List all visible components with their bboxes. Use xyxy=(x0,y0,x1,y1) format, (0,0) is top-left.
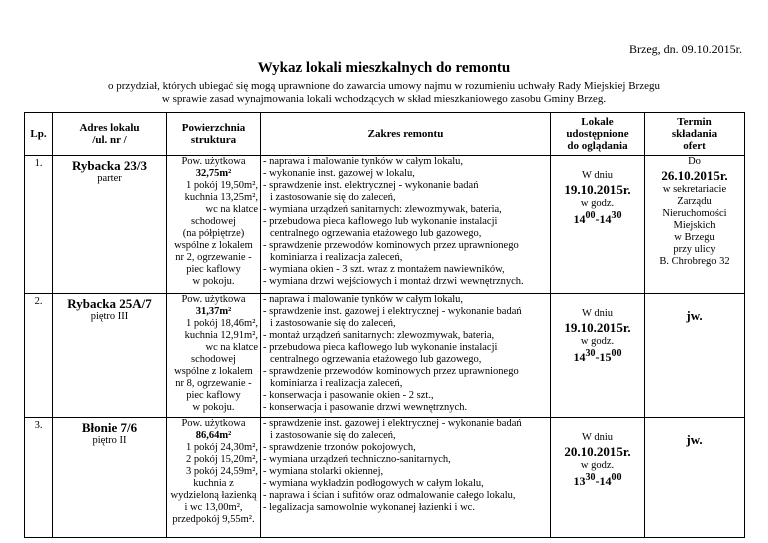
viewing-cell xyxy=(551,418,645,538)
deadline-place-line: Nieruchomości xyxy=(662,208,727,219)
area-line: 86,64m² xyxy=(195,430,232,441)
viewing-date: 19.10.2015r. xyxy=(564,182,631,197)
area-line: (na półpiętrze) xyxy=(182,228,245,239)
header-deadline-line: Termin xyxy=(677,116,712,128)
row-number: 2. xyxy=(25,294,53,418)
area-line: 1 pokój 19,50m², xyxy=(186,180,258,191)
area-line: wspólne z lokalem xyxy=(174,240,253,251)
area-cell xyxy=(167,418,261,538)
area-line: 31,37m² xyxy=(195,306,232,317)
table-row xyxy=(25,418,745,538)
scope-line: - naprawa i malowanie tynków w całym lokalu, xyxy=(263,294,464,305)
scope-line: - naprawa i malowanie tynków w całym lokalu, xyxy=(263,156,464,167)
deadline-date: 26.10.2015r. xyxy=(661,168,728,183)
header-area xyxy=(167,113,261,156)
viewing-hours-label: w godz. xyxy=(580,198,615,209)
viewing-label: W dniu xyxy=(581,432,613,443)
area-line: schodowej xyxy=(191,216,236,227)
scope-line: - przebudowa pieca kaflowego lub wykonanie instalacji xyxy=(263,216,498,227)
viewing-cell xyxy=(551,156,645,294)
scope-line: - sprawdzenie przewodów kominowych przez uprawnionego xyxy=(263,366,519,377)
header-viewing-line: udostępnione xyxy=(566,128,629,140)
header-viewing-line: do oglądania xyxy=(567,140,628,152)
table-row xyxy=(25,294,745,418)
subtitle-line: w sprawie zasad wynajmowania lokali wchodzących w skład mieszkaniowego zasobu Gminy Brzeg. xyxy=(161,93,607,105)
area-line: wspólne z lokalem xyxy=(174,366,253,377)
viewing-date: 19.10.2015r. xyxy=(564,320,631,335)
viewing-hours: $14^{00}-14^{30}$ xyxy=(573,210,622,226)
deadline-place-line: B. Chrobrego 32 xyxy=(659,256,730,267)
scope-line: - legalizacja samowolnie wykonanej łazienki i wc. xyxy=(263,502,475,513)
area-line: kuchnia 13,25m², xyxy=(184,192,258,203)
area-line: wydzieloną łazienką xyxy=(170,490,257,501)
area-line: 1 pokój 18,46m², xyxy=(186,318,258,329)
scope-line: - sprawdzenie przewodów kominowych przez uprawnionego xyxy=(263,240,519,251)
header-viewing-line: Lokale xyxy=(581,116,614,128)
row-number: 1. xyxy=(25,156,53,294)
scope-cell xyxy=(261,418,551,538)
address-name: Błonie 7/6 xyxy=(81,420,138,435)
apartments-table xyxy=(24,112,745,538)
area-line: 3 pokój 24,59m², xyxy=(186,466,258,477)
deadline-place-line: Zarządu xyxy=(677,196,712,207)
scope-line: - wymiana wykładzin podłogowych w całym lokalu, xyxy=(263,478,484,489)
document-title: Wykaz lokali mieszkalnych do remontu xyxy=(257,60,511,76)
header-address-line: /ul. nr / xyxy=(92,134,127,146)
address-name: Rybacka 25A/7 xyxy=(67,296,152,311)
area-line: wc na klatce xyxy=(205,204,258,215)
deadline-cell xyxy=(645,294,745,418)
header-lp: Lp. xyxy=(25,113,53,156)
deadline-cell xyxy=(645,156,745,294)
area-line: wc na klatce xyxy=(205,342,258,353)
scope-line: - sprawdzenie inst. gazowej i elektrycznej - wykonanie badań xyxy=(263,418,522,429)
viewing-label: W dniu xyxy=(581,308,613,319)
area-line: schodowej xyxy=(191,354,236,365)
header-scope: Zakres remontu xyxy=(261,113,551,156)
area-line: przedpokój 9,55m². xyxy=(172,514,255,525)
header-address xyxy=(53,113,167,156)
scope-line: i zastosowanie się do zaleceń, xyxy=(270,430,396,441)
deadline-place-line: w Brzegu xyxy=(674,232,715,243)
address-name: Rybacka 23/3 xyxy=(71,158,148,173)
scope-line: - wymiana drzwi wejściowych i montaż drzwi wewnętrznych. xyxy=(263,276,524,287)
viewing-hours-label: w godz. xyxy=(580,336,615,347)
scope-line: - sprawdzenie inst. elektrycznej - wykonanie badań xyxy=(263,180,479,191)
scope-line: - wykonanie inst. gazowej w lokalu, xyxy=(263,168,415,179)
area-line: 2 pokój 15,20m², xyxy=(186,454,258,465)
deadline-place-line: w sekretariacie xyxy=(662,184,727,195)
area-line: nr 2, ogrzewanie - xyxy=(175,252,252,263)
scope-line: - konserwacja i pasowanie okien - 2 szt., xyxy=(263,390,434,401)
scope-cell xyxy=(261,294,551,418)
scope-line: - wymiana urządzeń techniczno-sanitarnych, xyxy=(263,454,451,465)
header-deadline xyxy=(645,113,745,156)
area-line: Pow. użytkowa xyxy=(181,418,246,429)
area-line: w pokoju. xyxy=(192,402,235,413)
scope-line: centralnego ogrzewania etażowego lub gazowego, xyxy=(270,228,482,239)
address-cell xyxy=(53,418,167,538)
scope-cell xyxy=(261,156,551,294)
scope-line: kominiarza i realizacja zaleceń, xyxy=(270,252,403,263)
area-line: Pow. użytkowa xyxy=(181,294,246,305)
scope-line: centralnego ogrzewania etażowego lub gazowego, xyxy=(270,354,482,365)
scope-line: - konserwacja i pasowanie drzwi wewnętrznych. xyxy=(263,402,468,413)
area-line: piec kaflowy xyxy=(186,264,241,275)
deadline-place-line: Miejskich xyxy=(673,220,716,231)
row-number: 3. xyxy=(25,418,53,538)
scope-line: - montaż urządzeń sanitarnych: zlewozmywak, bateria, xyxy=(263,330,495,341)
area-cell xyxy=(167,156,261,294)
scope-line: - naprawa i ścian i sufitów oraz odmalowanie całego lokalu, xyxy=(263,490,516,501)
address-cell xyxy=(53,294,167,418)
deadline-same: jw. xyxy=(686,432,703,447)
area-line: piec kaflowy xyxy=(186,390,241,401)
viewing-label: W dniu xyxy=(581,170,613,181)
scope-line: - wymiana stolarki okiennej, xyxy=(263,466,384,477)
deadline-place-line: przy ulicy xyxy=(673,244,716,255)
scope-line: - wymiana urządzeń sanitarnych: zlewozmywak, bateria, xyxy=(263,204,502,215)
area-line: 32,75m² xyxy=(195,168,232,179)
area-line: kuchnia 12,91m², xyxy=(184,330,258,341)
floor-label: piętro II xyxy=(92,435,127,446)
viewing-hours-label: w godz. xyxy=(580,460,615,471)
viewing-cell xyxy=(551,294,645,418)
deadline-same: jw. xyxy=(686,308,703,323)
document-date: Brzeg, dn. 09.10.2015r. xyxy=(629,42,742,56)
area-line: kuchnia z xyxy=(193,478,234,489)
area-line: i wc 13,00m², xyxy=(184,502,243,513)
area-line: 1 pokój 24,30m², xyxy=(186,442,258,453)
header-viewing xyxy=(551,113,645,156)
scope-line: i zastosowanie się do zaleceń, xyxy=(270,318,396,329)
scope-line: - sprawdzenie trzonów pokojowych, xyxy=(263,442,416,453)
header-area-line: Powierzchnia xyxy=(181,122,246,134)
scope-line: - przebudowa pieca kaflowego lub wykonanie instalacji xyxy=(263,342,498,353)
floor-label: piętro III xyxy=(90,311,129,322)
table-header-row xyxy=(25,113,745,156)
deadline-cell xyxy=(645,418,745,538)
viewing-date: 20.10.2015r. xyxy=(564,444,631,459)
document-subtitle xyxy=(0,80,768,106)
area-line: Pow. użytkowa xyxy=(181,156,246,167)
viewing-hours: $14^{30}-15^{00}$ xyxy=(573,348,622,364)
header-deadline-line: ofert xyxy=(683,140,706,152)
area-line: w pokoju. xyxy=(192,276,235,287)
header-deadline-line: składania xyxy=(671,128,718,140)
scope-line: - wymiana okien - 3 szt. wraz z montażem nawiewników, xyxy=(263,264,505,275)
table-row xyxy=(25,156,745,294)
viewing-hours: $13^{30}-14^{00}$ xyxy=(573,472,622,488)
floor-label: parter xyxy=(97,173,122,184)
area-line: nr 8, ogrzewanie - xyxy=(175,378,252,389)
scope-line: kominiarza i realizacja zaleceń, xyxy=(270,378,403,389)
scope-line: i zastosowanie się do zaleceń, xyxy=(270,192,396,203)
header-area-line: struktura xyxy=(190,134,237,146)
deadline-prefix: Do xyxy=(688,156,701,167)
header-address-line: Adres lokalu xyxy=(79,122,140,134)
subtitle-line: o przydział, których ubiegać się mogą uprawnione do zawarcia umowy najmu w rozumieniu uchwały Rady Miejskiej Brzegu xyxy=(108,80,660,92)
area-cell xyxy=(167,294,261,418)
scope-line: - sprawdzenie inst. gazowej i elektrycznej - wykonanie badań xyxy=(263,306,522,317)
address-cell xyxy=(53,156,167,294)
